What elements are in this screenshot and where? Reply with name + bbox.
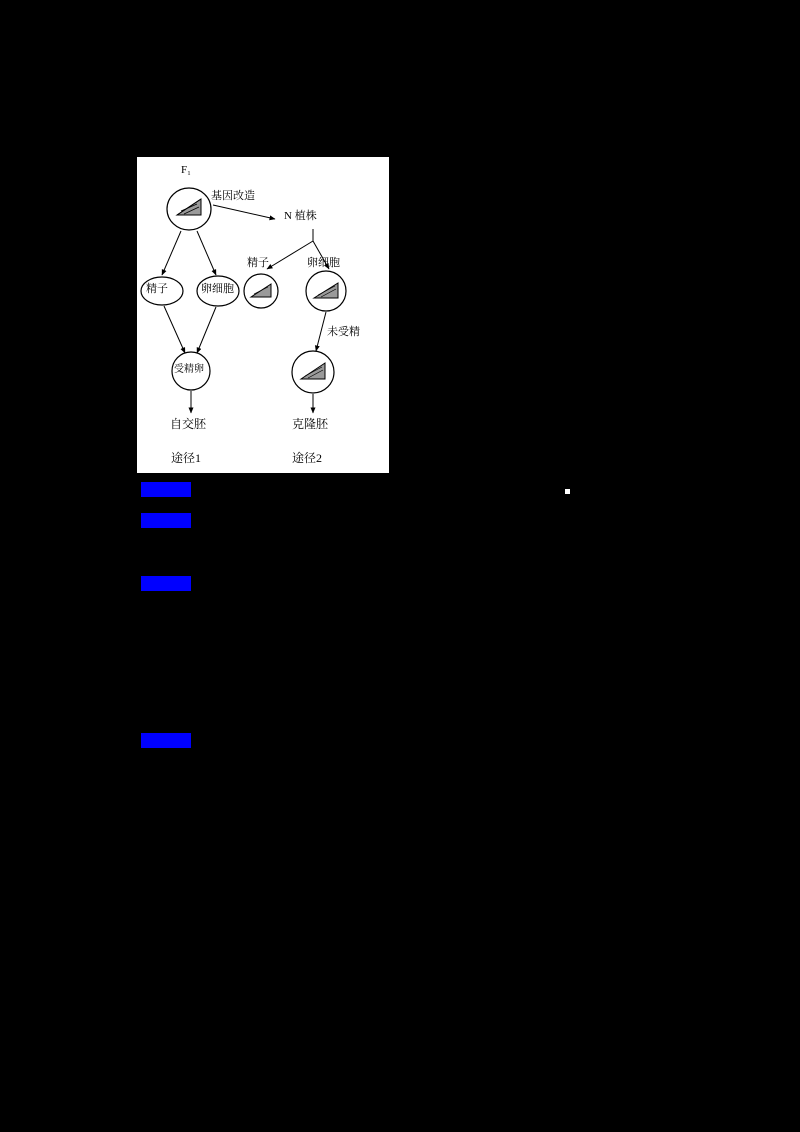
- figure-label-f1: F₁: [181, 164, 191, 176]
- biology-figure: [136, 156, 390, 474]
- figure-label-pathway-1: 途径1: [171, 451, 202, 465]
- answer-mark-2: 【解析】: [141, 513, 191, 528]
- figure-label-fertilized-egg: 受精卵: [174, 364, 204, 375]
- figure-label-selfed-embryo: 自交胚: [170, 417, 207, 431]
- figure-label-unfertilized: 未受精: [327, 326, 360, 338]
- answer-mark-1: 【答案】: [141, 482, 191, 497]
- figure-label-n-plant: N 植株: [284, 210, 317, 222]
- page-speck-mark: [565, 489, 570, 494]
- figure-label-clone-embryo: 克隆胚: [292, 417, 329, 431]
- figure-label-sperm-left: 精子: [146, 283, 168, 295]
- answer-mark-4: 【点睛】: [141, 733, 191, 748]
- figure-label-egg-left: 卵细胞: [201, 283, 234, 295]
- figure-label-egg-right: 卵细胞: [307, 257, 340, 269]
- answer-mark-3: 【详解】: [141, 576, 191, 591]
- figure-label-gene-modification: 基因改造: [211, 190, 255, 202]
- figure-label-pathway-2: 途径2: [292, 451, 323, 465]
- figure-label-sperm-right: 精子: [247, 257, 269, 269]
